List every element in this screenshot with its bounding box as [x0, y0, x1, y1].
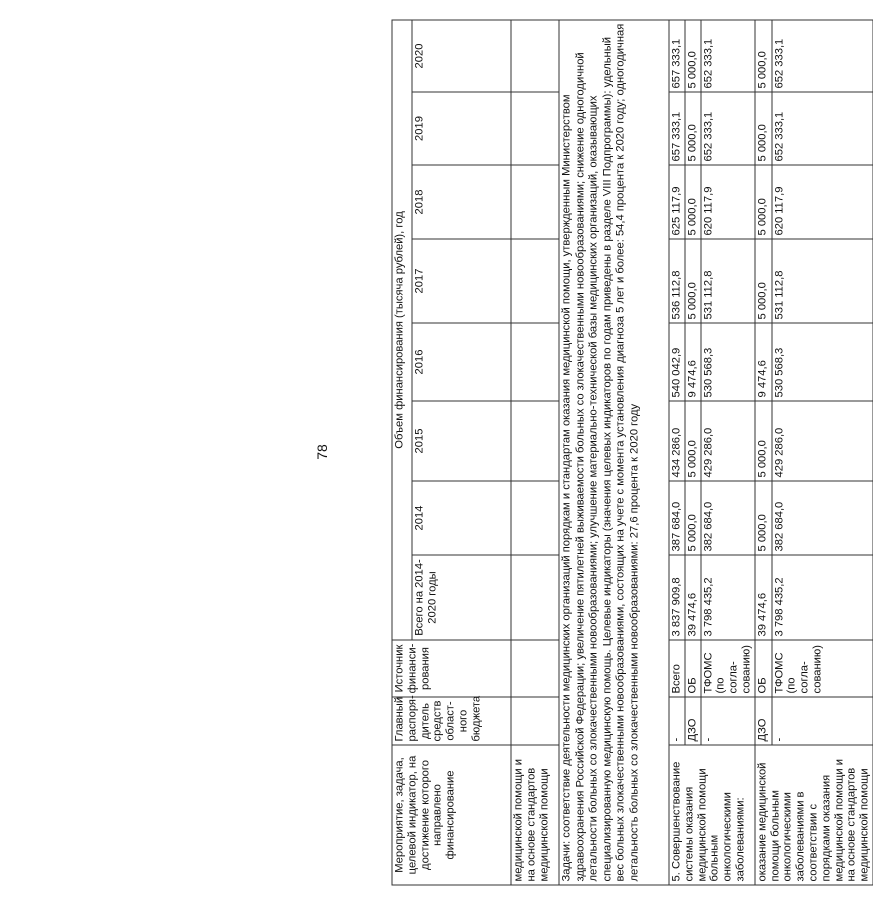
header-total: Всего на 2014-2020 годы [412, 555, 511, 640]
header-year: 2020 [412, 20, 511, 92]
source-cell: ОБ [685, 640, 701, 697]
value-cell: 387 684,0 [669, 481, 685, 555]
value-cell: 620 117,9 [772, 165, 873, 239]
total-cell: 39 474,6 [755, 555, 772, 640]
manager-cell: - [772, 697, 873, 745]
continuation-row [511, 20, 559, 885]
value-cell: 536 112,8 [669, 239, 685, 323]
value-cell: 530 568,3 [772, 323, 873, 401]
value-cell: 530 568,3 [701, 323, 755, 401]
header-manager: Главный распоря-дитель средств област-ного бюджета [392, 697, 511, 745]
header-measure: Мероприятие, задача, целевой индикатор, на достижение которого направлено финансирование [392, 745, 511, 885]
value-cell: 429 286,0 [772, 401, 873, 481]
value-cell: 625 117,9 [669, 165, 685, 239]
value-cell: 9 474,6 [755, 323, 772, 401]
value-cell: 531 112,8 [701, 239, 755, 323]
value-cell: 382 684,0 [701, 481, 755, 555]
manager-cell: ДЗО [685, 697, 701, 745]
total-cell: 3 837 909,8 [669, 555, 685, 640]
value-cell: 620 117,9 [701, 165, 755, 239]
value-cell: 5 000,0 [685, 92, 701, 165]
value-cell: 531 112,8 [772, 239, 873, 323]
value-cell: 5 000,0 [685, 401, 701, 481]
value-cell: 5 000,0 [755, 92, 772, 165]
measure-cell: 5. Совершенствование системы оказания медицинской помощи больным онкологическими заболеваниями: [669, 745, 755, 885]
value-cell: 5 000,0 [755, 165, 772, 239]
value-cell: 5 000,0 [755, 401, 772, 481]
table-row [669, 20, 685, 885]
header-volume-group: Объем финансирования (тысяча рублей), год [392, 20, 412, 640]
value-cell: 5 000,0 [685, 239, 701, 323]
value-cell: 5 000,0 [685, 20, 701, 92]
value-cell: 5 000,0 [685, 481, 701, 555]
manager-cell: - [669, 697, 685, 745]
value-cell: 657 333,1 [669, 92, 685, 165]
value-cell: 382 684,0 [772, 481, 873, 555]
page-number: 78 [314, 444, 330, 460]
value-cell: 657 333,1 [669, 20, 685, 92]
source-cell: ТФОМС (по согла-сованию) [772, 640, 873, 697]
header-year: 2016 [412, 323, 511, 401]
header-year: 2019 [412, 92, 511, 165]
header-year: 2015 [412, 401, 511, 481]
total-cell: 3 798 435,2 [701, 555, 755, 640]
value-cell: 9 474,6 [685, 323, 701, 401]
value-cell: 5 000,0 [755, 20, 772, 92]
source-cell: ОБ [755, 640, 772, 697]
value-cell: 540 042,9 [669, 323, 685, 401]
source-cell: Всего [669, 640, 685, 697]
task-text: Задачи: соответствие деятельности медицинских организаций порядкам и стандартам оказания медицинской помощи, утвержденным Министерством здравоохранения Российской Федерации; увеличение пятилетней выживаемости больных со злокачественными новообразованиями; снижение одногодичной летальности больных со злокачественными новообразованиями; улучшение материально-технической базы медицинских организаций, оказывающих специализированную медицинскую помощь. Целевые индикаторы (значения целевых индикаторов по годам приведены в разделе VIII Подпрограммы): удельный вес больных злокачественными новообразованиями, состоящих на учете с момента установления диагноза 5 лет и более: 54,4 процента к 2020 году; одногодичная летальность больных со злокачественными новообразованиями: 27,6 процента к 2020 году [559, 20, 669, 885]
task-row [559, 20, 669, 885]
header-year: 2014 [412, 481, 511, 555]
continuation-text: медицинской помощи и на основе стандартов медицинской помощи [511, 745, 559, 885]
header-year: 2018 [412, 165, 511, 239]
value-cell: 5 000,0 [755, 481, 772, 555]
rotated-table-container [392, 21, 871, 886]
header-source: Источник финанси-рования [392, 640, 511, 697]
value-cell: 5 000,0 [685, 165, 701, 239]
total-cell: 3 798 435,2 [772, 555, 873, 640]
header-year: 2017 [412, 239, 511, 323]
value-cell: 429 286,0 [701, 401, 755, 481]
manager-cell: - [701, 697, 755, 745]
header-row-1 [392, 20, 412, 885]
measure-cell: оказание медицинской помощи больным онкологическими заболеваниями в соответствии с порядками оказания медицинской помощи и на основе стандартов медицинской помощи [755, 745, 873, 885]
value-cell: 652 333,1 [772, 20, 873, 92]
value-cell: 652 333,1 [701, 20, 755, 92]
total-cell: 39 474,6 [685, 555, 701, 640]
source-cell: ТФОМС (по согла-сованию) [701, 640, 755, 697]
value-cell: 434 286,0 [669, 401, 685, 481]
value-cell: 652 333,1 [772, 92, 873, 165]
value-cell: 652 333,1 [701, 92, 755, 165]
table-row [755, 20, 772, 885]
financing-table [392, 19, 873, 885]
manager-cell: ДЗО [755, 697, 772, 745]
value-cell: 5 000,0 [755, 239, 772, 323]
